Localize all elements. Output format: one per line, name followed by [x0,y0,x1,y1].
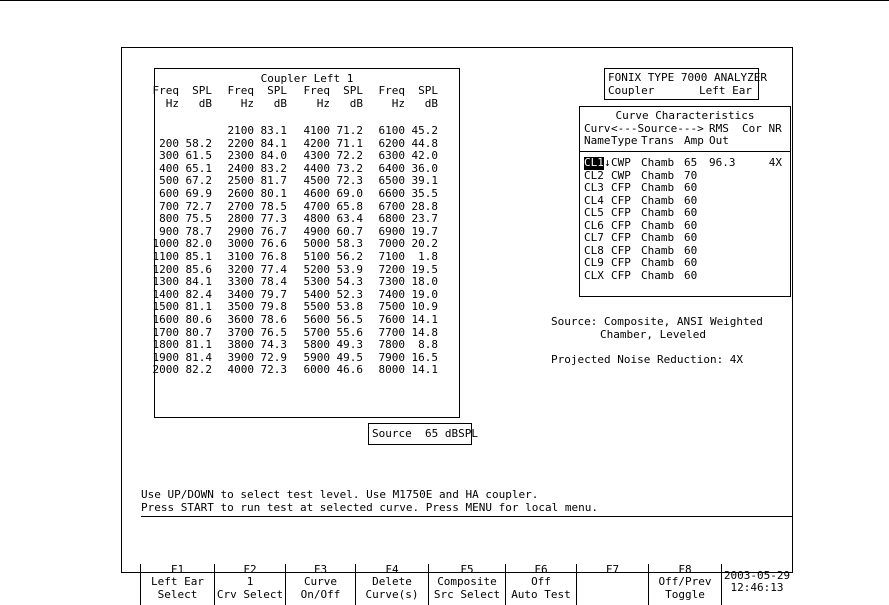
instruction-line1: Use UP/DOWN to select test level. Use M1750E and HA coupler. [141,488,539,501]
column-header-line2: dB [424,96,438,110]
table-cell: 6800 [378,212,405,226]
table-cell: 7500 [378,300,405,314]
table-cell: 3500 [227,300,254,314]
fkey-f1-button[interactable] [141,564,215,605]
source-level-text: Source 65 dBSPL [372,427,478,440]
curve-type: CFP [611,193,631,207]
fkey-label: F7 [605,563,620,576]
fkey-label: F5 [460,563,474,576]
table-cell: 700 [159,199,179,213]
fkey-line2: Select [157,587,198,601]
fkey-line2: Auto Test [511,587,571,601]
table-cell: 78.6 [260,313,287,326]
curve-name: CL2 [584,168,604,182]
curve-type: CFP [611,218,631,232]
curve-characteristics-title: Curve Characteristics [615,109,755,122]
curve-name: CL1 [584,156,604,169]
table-cell: 7600 [378,313,405,326]
analyzer-title-box [604,68,767,100]
curve-type: CWP [611,156,631,169]
table-cell: 8.8 [418,338,438,352]
fkey-f5-button[interactable] [429,564,506,605]
table-cell: 3700 [227,325,254,339]
datetime-display [722,564,792,605]
curve-selected-arrow-icon: ↓ [604,156,611,169]
table-cell: 3900 [227,350,254,364]
table-cell: 52.3 [336,287,363,301]
table-cell: 7300 [378,275,405,289]
table-cell: 72.9 [260,350,287,364]
table-cell: 2600 [227,187,254,200]
table-cell: 44.8 [411,136,438,150]
analyzer-mode: Coupler [608,83,655,97]
fkey-label: F3 [313,563,328,576]
table-cell: 72.7 [185,199,212,213]
table-cell: 83.1 [260,124,287,137]
table-cell: 4600 [303,187,330,200]
table-cell: 800 [159,212,179,226]
table-cell: 6700 [378,199,405,213]
curve-amp: 65 [684,156,698,169]
table-cell: 49.3 [336,338,363,352]
table-cell: 84.0 [260,149,287,163]
curve-type: CFP [611,256,631,269]
table-cell: 81.1 [185,300,212,314]
coupler-table-title: Coupler Left 1 [260,72,354,85]
column-header-line1: SPL [418,84,438,97]
table-cell: 1400 [152,287,179,301]
table-cell: 18.0 [411,275,438,289]
table-cell: 14.8 [411,325,438,339]
table-cell: 76.5 [260,325,287,339]
table-cell: 72.3 [336,174,363,188]
table-cell: 3200 [227,262,254,276]
table-cell: 5800 [303,338,330,352]
table-cell: 72.3 [260,363,287,377]
noise-reduction-text: Projected Noise Reduction: 4X [551,353,744,366]
fkey-line2: Crv Select [216,587,284,601]
table-cell: 55.6 [336,325,363,339]
table-cell: 2100 [227,124,254,137]
table-cell: 82.0 [185,237,212,251]
table-cell: 56.5 [336,313,363,326]
column-header-line1: Freq [227,84,254,97]
table-cell: 80.7 [185,325,212,339]
table-cell: 5500 [303,300,330,314]
fkey-line1: Off [531,575,551,589]
table-cell: 72.2 [336,149,363,163]
curve-amp: 60 [684,231,698,244]
curve-type: CFP [611,231,631,244]
table-cell: 10.9 [411,300,438,314]
curve-cor-nr: 4X [768,156,782,169]
curve-name: CL4 [584,193,604,207]
curve-trans: Chamb [641,268,675,282]
table-cell: 4200 [303,136,330,150]
column-header-line1: Freq [378,84,405,97]
table-cell: 84.1 [260,136,287,150]
curve-name: CL3 [584,181,604,194]
column-header-line2: dB [198,96,212,110]
curve-trans: Chamb [641,256,675,269]
table-cell: 6300 [378,149,405,163]
table-cell: 60.7 [336,224,363,238]
table-cell: 400 [159,161,179,175]
curve-header-label: Trans [641,134,675,147]
table-cell: 71.2 [336,124,363,137]
table-cell: 1300 [152,275,179,289]
fkey-line2: Src Select [433,587,501,601]
table-cell: 36.0 [411,161,438,175]
table-cell: 4800 [303,212,330,226]
curve-amp: 60 [684,268,698,282]
curve-trans: Chamb [641,156,675,169]
table-cell: 69.0 [336,187,363,200]
table-cell: 42.0 [411,149,438,163]
table-cell: 300 [159,149,179,163]
table-cell: 7100 [378,250,405,263]
table-cell: 6600 [378,187,405,200]
table-cell: 79.7 [260,287,287,301]
table-cell: 500 [159,174,179,188]
curve-amp: 60 [684,193,698,207]
table-cell: 58.2 [185,136,212,150]
table-cell: 45.2 [411,124,438,137]
table-cell: 5600 [303,313,330,326]
curve-amp: 70 [684,168,698,182]
table-cell: 82.4 [185,287,212,301]
table-cell: 7000 [378,237,405,251]
curve-header-label: Out [709,134,729,147]
table-cell: 6500 [378,174,405,188]
curve-row[interactable] [580,257,790,270]
curve-trans: Chamb [641,181,675,194]
table-cell: 1800 [152,338,179,352]
table-cell: 1700 [152,325,179,339]
table-cell: 76.6 [260,237,287,251]
table-cell: 78.4 [260,275,287,289]
table-cell: 3400 [227,287,254,301]
column-header-line2: Hz [240,96,254,110]
table-cell: 73.2 [336,161,363,175]
table-cell: 53.8 [336,300,363,314]
curve-name: CL6 [584,218,604,232]
fkey-line1: Left Ear [151,575,204,589]
table-cell: 46.6 [336,363,363,377]
table-cell: 3100 [227,250,254,263]
table-cell: 16.5 [411,350,438,364]
fkey-f2-button[interactable] [215,564,286,605]
curve-header-label: Cor NR [742,121,782,135]
table-cell: 19.7 [411,224,438,238]
fkey-line2: On/Off [300,587,341,601]
table-cell: 1000 [152,237,179,251]
table-cell: 35.5 [411,187,438,200]
column-header-line2: dB [349,96,363,110]
curve-amp: 60 [684,181,698,194]
table-cell: 63.4 [336,212,363,226]
coupler-table [154,68,460,418]
table-cell: 1500 [152,300,179,314]
table-cell: 49.5 [336,350,363,364]
table-cell: 84.1 [185,275,212,289]
curve-header-label: <---Source---> [611,121,704,135]
table-cell: 6900 [378,224,405,238]
table-cell: 58.3 [336,237,363,251]
curve-amp: 60 [684,206,698,219]
curve-row[interactable] [580,157,790,170]
table-cell: 2200 [227,136,254,150]
table-cell: 19.0 [411,287,438,301]
table-cell: 5000 [303,237,330,251]
column-header-line1: Freq [152,84,179,97]
column-header-line1: Freq [303,84,330,97]
fkey-line1: Off/Prev [658,575,712,589]
table-cell: 5900 [303,350,330,364]
analyzer-ear: Left Ear [699,83,752,97]
fkey-f7-button[interactable] [577,564,649,605]
fkey-line1: Delete [372,575,412,589]
table-cell: 7900 [378,350,405,364]
table-cell: 6200 [378,136,405,150]
curve-header-label: Amp [684,134,704,147]
table-cell: 5100 [303,250,330,263]
table-cell: 54.3 [336,275,363,289]
table-cell: 2500 [227,174,254,188]
table-cell: 2000 [152,363,179,377]
curve-type: CWP [611,168,631,182]
analyzer-title: FONIX TYPE 7000 ANALYZER [608,71,767,84]
curve-type: CFP [611,206,631,219]
fkey-line1: Composite [437,575,497,589]
source-info-line1: Source: Composite, ANSI Weighted [551,315,763,328]
column-header-line1: SPL [343,84,363,97]
table-cell: 5400 [303,287,330,301]
table-cell: 1100 [152,250,179,263]
curve-rms: 96.3 [709,156,736,169]
fkey-line2: Curve(s) [365,587,419,601]
curve-type: CFP [611,181,631,194]
table-cell: 14.1 [411,313,438,326]
source-level-box[interactable] [368,423,478,445]
table-cell: 75.5 [185,212,212,226]
curve-trans: Chamb [641,218,675,232]
curve-header-label: Name [584,134,611,147]
curve-trans: Chamb [641,193,675,207]
date-text: 2003-05-29 [723,569,791,582]
table-cell: 61.5 [185,149,212,163]
table-cell: 77.4 [260,262,287,276]
fkey-f4-button[interactable] [356,564,429,605]
table-cell: 6000 [303,363,330,377]
table-cell: 76.7 [260,224,287,238]
table-cell: 5700 [303,325,330,339]
table-cell: 6100 [378,124,405,137]
table-cell: 14.1 [411,363,438,377]
table-cell: 2900 [227,224,254,238]
table-cell: 4700 [303,199,330,213]
table-cell: 71.1 [336,136,363,150]
fkey-f8-button[interactable] [649,564,722,605]
table-cell: 80.6 [185,313,212,326]
curve-header-label: RMS [709,121,729,135]
top-border [0,0,889,1]
fkey-f6-button[interactable] [506,564,577,605]
table-cell: 7200 [378,262,405,276]
table-cell: 6400 [378,161,405,175]
fkey-label: F6 [534,563,548,576]
table-cell: 900 [159,224,179,238]
table-cell: 3300 [227,275,254,289]
column-header-line2: Hz [391,96,405,110]
analyzer-screen [121,47,793,601]
table-cell: 78.5 [260,199,287,213]
table-cell: 85.6 [185,262,212,276]
table-cell: 56.2 [336,250,363,263]
table-cell: 20.2 [411,237,438,251]
table-cell: 4400 [303,161,330,175]
table-cell: 80.1 [260,187,287,200]
table-cell: 53.9 [336,262,363,276]
curve-row[interactable] [580,232,790,245]
table-cell: 8000 [378,363,405,377]
table-cell: 4100 [303,124,330,137]
table-cell: 65.1 [185,161,212,175]
curve-row[interactable] [580,207,790,220]
curve-trans: Chamb [641,206,675,219]
table-cell: 2400 [227,161,254,175]
curve-amp: 60 [684,256,698,269]
table-cell: 1600 [152,313,179,326]
curve-name: CL9 [584,256,604,269]
table-cell: 28.8 [411,199,438,213]
table-cell: 83.2 [260,161,287,175]
column-header-line2: Hz [316,96,330,110]
table-cell: 82.2 [185,363,212,377]
column-header-line1: SPL [192,84,212,97]
curve-type: CFP [611,268,631,282]
table-cell: 4000 [227,363,254,377]
fkey-line1 [577,576,648,588]
column-header-line2: dB [273,96,287,110]
table-cell: 4900 [303,224,330,238]
curve-trans: Chamb [641,243,675,257]
fkey-line2 [577,589,648,601]
time-text: 12:46:13 [730,581,784,595]
table-cell: 4300 [303,149,330,163]
table-cell: 5300 [303,275,330,289]
curve-name: CL7 [584,231,604,244]
curve-header-divider [580,151,790,152]
table-cell: 19.5 [411,262,438,276]
curve-header-label: Curv [584,121,611,135]
fkey-bar-left-border [140,564,141,605]
fkey-label: F2 [243,563,257,576]
fkey-f3-button[interactable] [286,564,356,605]
table-cell: 77.3 [260,212,287,226]
fkey-line1: 1 [246,575,254,589]
table-cell: 85.1 [185,250,212,263]
fkey-label: F4 [385,563,399,576]
curve-type: CFP [611,243,631,257]
fkey-line2: Toggle [665,587,705,601]
source-info-line2: Chamber, Leveled [600,328,706,341]
curve-trans: Chamb [641,231,675,244]
table-cell: 2800 [227,212,254,226]
table-cell: 78.7 [185,224,212,238]
table-cell: 5200 [303,262,330,276]
curve-header-label: Type [611,134,638,147]
column-header-line2: Hz [165,96,179,110]
table-cell: 3600 [227,313,254,326]
table-cell: 200 [159,136,179,150]
table-cell: 65.8 [336,199,363,213]
table-cell: 81.7 [260,174,287,188]
table-cell: 7800 [378,338,405,352]
table-cell: 7700 [378,325,405,339]
curve-characteristics-panel [579,106,791,297]
curve-name: CL5 [584,206,604,219]
table-cell: 7400 [378,287,405,301]
curve-amp: 60 [684,218,698,232]
fkey-label: F1 [170,563,185,576]
table-cell: 1.8 [418,250,438,263]
table-cell: 67.2 [185,174,212,188]
curve-amp: 60 [684,243,698,257]
table-cell: 81.4 [185,350,212,364]
table-cell: 39.1 [411,174,438,188]
table-cell: 2700 [227,199,254,213]
fkey-line1: Curve [303,575,338,589]
instruction-line2: Press START to run test at selected curve. Press MENU for local menu. [141,501,598,514]
curve-name: CLX [584,268,604,282]
table-cell: 1900 [152,350,179,364]
table-cell: 3000 [227,237,254,251]
curve-row[interactable] [580,182,790,195]
curve-trans: Chamb [641,168,675,182]
fkey-label: F8 [678,563,692,576]
fkey-bar-top-border [141,516,792,517]
table-cell: 79.8 [260,300,287,314]
table-cell: 23.7 [411,212,438,226]
table-cell: 600 [159,187,179,200]
table-cell: 4500 [303,174,330,188]
table-cell: 69.9 [185,187,212,200]
table-cell: 3800 [227,338,254,352]
table-cell: 1200 [152,262,179,276]
table-cell: 74.3 [260,338,287,352]
table-cell: 76.8 [260,250,287,263]
table-cell: 81.1 [185,338,212,352]
table-cell: 2300 [227,149,254,163]
column-header-line1: SPL [267,84,287,97]
curve-row[interactable] [580,270,790,283]
curve-name: CL8 [584,243,604,257]
